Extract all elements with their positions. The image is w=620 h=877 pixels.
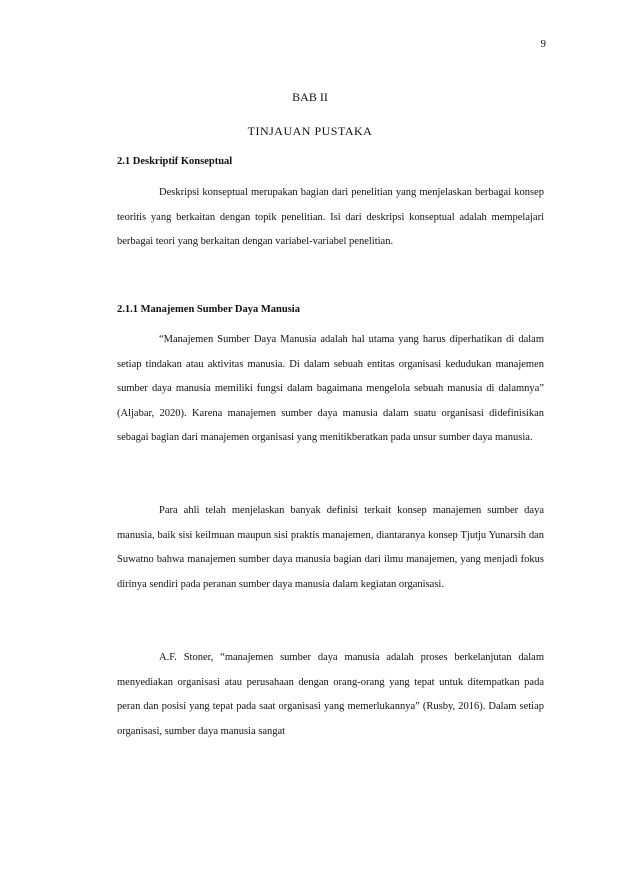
paragraph-msdm-3: A.F. Stoner, “manajemen sumber daya manusia adalah proses berkelanjutan dalam menyediakan organisasi atau perusahaan dengan orang-orang yang tepat untuk ditempatkan pada peran dan posisi yang tepat pada saat organisasi yang memerlukannya” (Rusby, 2016). Dalam setiap organisasi, sumber daya manusia sangat [117,652,544,737]
chapter-label: BAB II [292,90,328,104]
chapter-title: TINJAUAN PUSTAKA [247,124,373,138]
section-heading-2-1-1: 2.1.1 Manajemen Sumber Daya Manusia [117,304,300,315]
section-heading-2-1: 2.1 Deskriptif Konseptual [117,156,233,167]
paragraph-deskriptif-konseptual: Deskripsi konseptual merupakan bagian dari penelitian yang menjelaskan berbagai konsep teoritis yang berkaitan dengan topik penelitian. Isi dari deskripsi konseptual adalah mempelajari berbagai teori yang berkaitan dengan variabel-variabel penelitian. [117,187,544,248]
paragraph-msdm-2: Para ahli telah menjelaskan banyak definisi terkait konsep manajemen sumber daya manusia, baik sisi keilmuan maupun sisi praktis manajemen, diantaranya konsep Tjutju Yunarsih dan Suwatno bahwa manajemen sumber daya manusia bagian dari ilmu manajemen, yang menjadi fokus dirinya sendiri pada peranan sumber daya manusia dalam kegiatan organisasi. [117,505,544,590]
page-number: 9 [540,38,546,50]
paragraph-msdm-1: “Manajemen Sumber Daya Manusia adalah hal utama yang harus diperhatikan di dalam setiap tindakan atau aktivitas manusia. Di dalam sebuah entitas organisasi kedudukan manajemen sumber daya manusia memiliki fungsi dalam bagaimana mengelola sebuah manusia di dalamnya” (Aljabar, 2020). Karena manajemen sumber daya manusia dalam suatu organisasi didefinisikan sebagai bagian dari manajemen organisasi yang menitikberatkan pada unsur sumber daya manusia. [117,334,544,444]
